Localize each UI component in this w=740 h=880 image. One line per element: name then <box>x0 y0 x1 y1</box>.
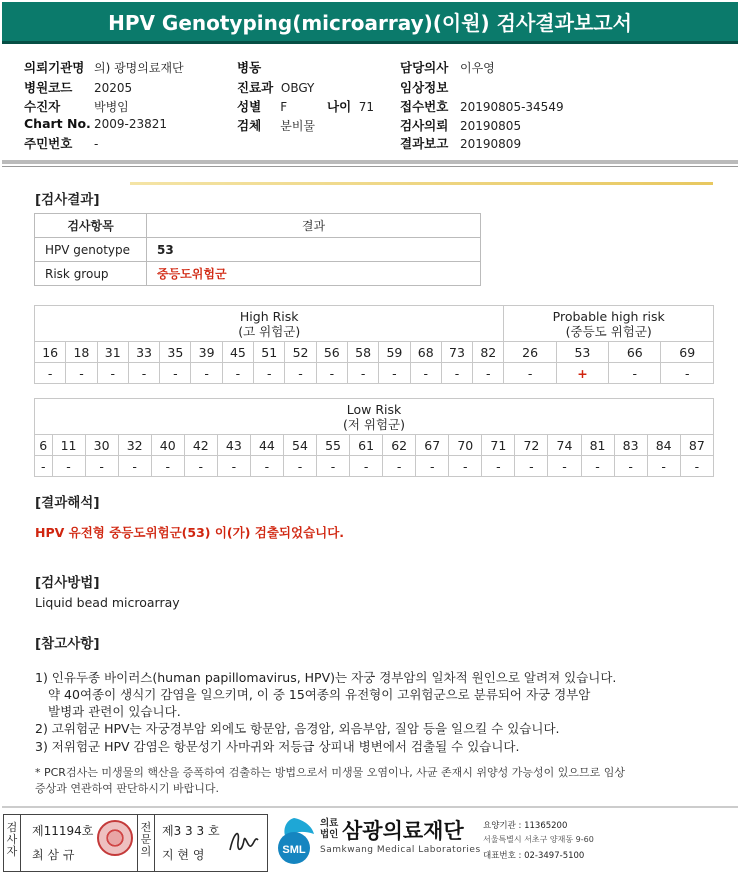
section-method-heading: [검사방법] <box>35 575 100 591</box>
genotype-label-cell: 45 <box>222 342 253 363</box>
genotype-result-cell: - <box>383 456 416 477</box>
result-col-item-header: 검사항목 <box>35 214 147 238</box>
genotype-result-cell: - <box>85 456 118 477</box>
genotype-result-cell: - <box>515 456 548 477</box>
genotype-label-cell: 53 <box>556 342 608 363</box>
genotype-label-cell: 70 <box>449 435 482 456</box>
reference-line: 약 40여종이 생식기 감염을 일으키며, 이 중 15여종의 유전형이 고위험군으로 분류되어 자궁 경부암 <box>48 687 591 702</box>
table-row <box>35 238 481 262</box>
genotype-result-cell: - <box>680 456 713 477</box>
genotype-result-cell: - <box>647 456 680 477</box>
genotype-label-cell: 58 <box>347 342 378 363</box>
genotype-label-cell: 18 <box>66 342 97 363</box>
genotype-label-cell: 54 <box>283 435 316 456</box>
genotype-label-cell: 59 <box>379 342 410 363</box>
inspector-label: 검 사 자 <box>6 821 18 858</box>
genotype-result-cell: - <box>316 363 347 384</box>
genotype-result-cell: - <box>52 456 85 477</box>
genotype-label-cell: 67 <box>416 435 449 456</box>
note-line: 증상과 연관하여 판단하시기 바랍니다. <box>35 782 220 795</box>
contact-line: 요양기관 : 11365200 <box>483 821 568 831</box>
info-field: 결과보고 20190809 <box>400 136 522 151</box>
genotype-label-cell: 61 <box>350 435 383 456</box>
genotype-result-cell: - <box>191 363 222 384</box>
reference-line: 발병과 관련이 있습니다. <box>48 704 181 719</box>
result-table <box>34 213 481 286</box>
specimen-field: 검체 분비물 <box>237 118 316 133</box>
table-row <box>35 262 481 286</box>
genotype-result-cell: - <box>581 456 614 477</box>
genotype-label-cell: 32 <box>118 435 151 456</box>
seal-stamp <box>97 820 133 856</box>
info-field: 접수번호 20190805-34549 <box>400 99 564 114</box>
result-item: Risk group <box>35 262 147 286</box>
genotype-result-cell: - <box>160 363 191 384</box>
genotype-result-cell: - <box>347 363 378 384</box>
genotype-result-cell: - <box>441 363 472 384</box>
genotype-result-cell: - <box>482 456 515 477</box>
specialist-name: 지 현 영 <box>162 848 205 862</box>
genotype-label-cell: 71 <box>482 435 515 456</box>
genotype-result-cell: - <box>285 363 316 384</box>
genotype-label-cell: 69 <box>661 342 714 363</box>
genotype-result-cell: - <box>250 456 283 477</box>
genotype-label-cell: 87 <box>680 435 713 456</box>
interpretation-text: HPV 유전형 중등도위험군(53) 이(가) 검출되었습니다. <box>35 525 345 540</box>
genotype-label-cell: 72 <box>515 435 548 456</box>
reference-line: 1) 인유두종 바이러스(human papillomavirus, HPV)는 자궁 경부암의 일차적 원인으로 알려져 있습니다. <box>35 670 617 685</box>
inspector-name: 최 삼 규 <box>32 848 75 862</box>
result-value: 53 <box>147 238 481 262</box>
info-field: 수진자 박병임 <box>24 99 129 114</box>
svg-text:SML: SML <box>282 844 306 856</box>
low-risk-table <box>34 398 714 477</box>
section-result-heading: [검사결과] <box>35 192 100 208</box>
genotype-result-cell: - <box>548 456 581 477</box>
org-name: 삼광의료재단 <box>342 819 464 843</box>
report-title: HPV Genotyping(microarray)(이원) 검사결과보고서 <box>2 2 738 44</box>
genotype-label-cell: 26 <box>504 342 556 363</box>
age-field: 나이 71 <box>327 99 375 114</box>
section-underline <box>130 182 713 185</box>
genotype-result-cell: - <box>97 363 128 384</box>
info-field: 검사의뢰 20190805 <box>400 118 522 133</box>
genotype-label-cell: 82 <box>473 342 504 363</box>
genotype-label-cell: 40 <box>151 435 184 456</box>
info-field: 의뢰기관명 의) 광명의료재단 <box>24 60 184 75</box>
genotype-label-cell: 52 <box>285 342 316 363</box>
genotype-label-cell: 31 <box>97 342 128 363</box>
genotype-result-cell: - <box>254 363 285 384</box>
genotype-label-cell: 81 <box>581 435 614 456</box>
genotype-label-cell: 56 <box>316 342 347 363</box>
genotype-result-cell: - <box>66 363 97 384</box>
genotype-label-cell: 62 <box>383 435 416 456</box>
genotype-label-cell: 51 <box>254 342 285 363</box>
info-field: 병원코드 20205 <box>24 80 133 95</box>
result-col-value-header: 결과 <box>147 214 481 238</box>
genotype-label-cell: 74 <box>548 435 581 456</box>
genotype-result-cell: - <box>379 363 410 384</box>
genotype-result-cell: - <box>128 363 159 384</box>
genotype-result-cell: - <box>283 456 316 477</box>
contact-line: 서울특별시 서초구 양재동 9-60 <box>483 835 594 844</box>
genotype-label-cell: 16 <box>35 342 66 363</box>
genotype-label-cell: 33 <box>128 342 159 363</box>
reference-line: 3) 저위험군 HPV 감염은 항문성기 사마귀와 저등급 상피내 병변에서 검출될 수 있습니다. <box>35 739 520 754</box>
info-field: 임상정보 <box>400 80 449 95</box>
genotype-result-cell: - <box>350 456 383 477</box>
genotype-result-cell: - <box>661 363 714 384</box>
genotype-label-cell: 35 <box>160 342 191 363</box>
info-field: 주민번호 - <box>24 136 99 151</box>
genotype-label-cell: 68 <box>410 342 441 363</box>
genotype-label-cell: 55 <box>317 435 350 456</box>
ward-field: 병동 <box>237 60 262 75</box>
genotype-result-cell: + <box>556 363 608 384</box>
inspector-license: 제11194호 <box>32 824 94 838</box>
probable-risk-header: Probable high risk (중등도 위험군) <box>504 306 714 342</box>
genotype-result-cell: - <box>416 456 449 477</box>
genotype-result-cell: - <box>317 456 350 477</box>
genotype-result-cell: - <box>614 456 647 477</box>
specialist-label: 전 문 의 <box>140 821 152 858</box>
dept-field: 진료과 OBGY <box>237 80 315 95</box>
footer-divider <box>2 806 738 808</box>
method-text: Liquid bead microarray <box>35 595 180 610</box>
note-line: * PCR검사는 미생물의 핵산을 증폭하여 검출하는 방법으로서 미생물 오염이나, 사균 존재시 위양성 가능성이 있으므로 임상 <box>35 766 625 779</box>
genotype-label-cell: 6 <box>35 435 53 456</box>
genotype-label-cell: 83 <box>614 435 647 456</box>
genotype-result-cell: - <box>184 456 217 477</box>
genotype-result-cell: - <box>609 363 661 384</box>
genotype-result-cell: - <box>35 363 66 384</box>
genotype-label-cell: 44 <box>250 435 283 456</box>
low-risk-header: Low Risk (저 위험군) <box>35 399 714 435</box>
genotype-label-cell: 39 <box>191 342 222 363</box>
risk-group-value: 중등도위험군 <box>147 262 481 286</box>
header-divider <box>2 160 738 164</box>
org-english-name: Samkwang Medical Laboratories <box>320 845 481 855</box>
genotype-result-cell: - <box>35 456 53 477</box>
genotype-label-cell: 84 <box>647 435 680 456</box>
genotype-result-cell: - <box>473 363 504 384</box>
genotype-label-cell: 66 <box>609 342 661 363</box>
info-field: 담당의사 이우영 <box>400 60 495 75</box>
info-field: Chart No. 2009-23821 <box>24 116 168 131</box>
contact-line: 대표번호 : 02-3497-5100 <box>483 851 585 861</box>
genotype-result-cell: - <box>410 363 441 384</box>
genotype-result-cell: - <box>118 456 151 477</box>
reference-line: 2) 고위험군 HPV는 자궁경부암 외에도 항문암, 음경암, 외음부암, 질암 등을 일으킬 수 있습니다. <box>35 721 560 736</box>
genotype-result-cell: - <box>449 456 482 477</box>
genotype-label-cell: 42 <box>184 435 217 456</box>
genotype-result-cell: - <box>504 363 556 384</box>
specialist-license: 제3 3 3 호 <box>162 824 220 838</box>
header-divider-thin <box>2 166 738 167</box>
org-type: 의료법인 <box>320 818 339 840</box>
genotype-label-cell: 11 <box>52 435 85 456</box>
genotype-result-cell: - <box>217 456 250 477</box>
sml-logo-icon <box>272 816 318 866</box>
genotype-label-cell: 73 <box>441 342 472 363</box>
high-risk-header: High Risk (고 위험군) <box>35 306 504 342</box>
high-risk-table <box>34 305 714 384</box>
genotype-label-cell: 43 <box>217 435 250 456</box>
signature-mark <box>224 822 262 860</box>
section-reference-heading: [참고사항] <box>35 636 100 652</box>
genotype-result-cell: - <box>222 363 253 384</box>
section-interpretation-heading: [결과해석] <box>35 495 100 511</box>
result-item: HPV genotype <box>35 238 147 262</box>
genotype-result-cell: - <box>151 456 184 477</box>
genotype-label-cell: 30 <box>85 435 118 456</box>
sex-field: 성별 F <box>237 99 288 114</box>
